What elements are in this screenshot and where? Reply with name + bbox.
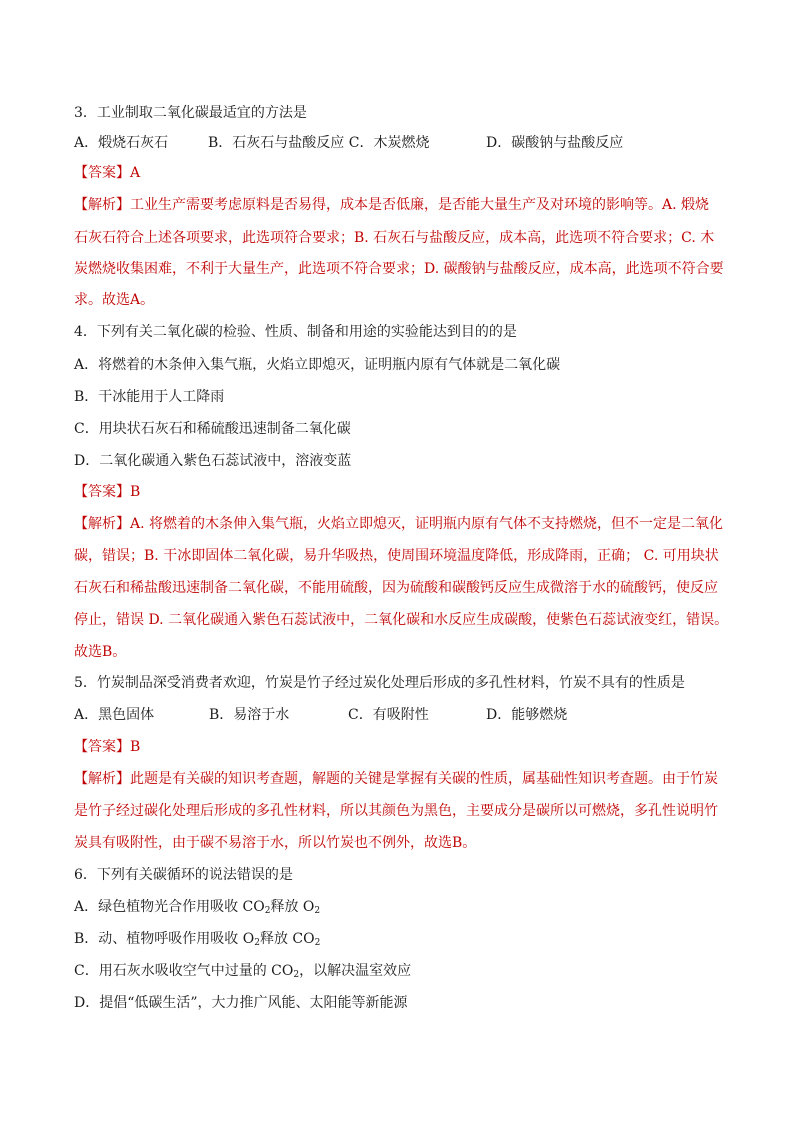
- q3-explanation-line-3: 炭燃烧收集困难，不利于大量生产，此选项不符合要求；D. 碳酸钠与盐酸反应，成本高，此选项不符合要: [74, 261, 724, 277]
- q3-explanation-line-2: 石灰石符合上述各项要求，此选项符合要求；B. 石灰石与盐酸反应，成本高，此选项不符合要求；C. 木: [74, 230, 715, 246]
- q5-explanation-line-2: 是竹子经过碳化处理后形成的多孔性材料，所以其颜色为黑色，主要成分是碳所以可燃烧，多孔性说明竹: [74, 803, 718, 819]
- q4-explanation-line-1: 【解析】A. 将燃着的木条伸入集气瓶，火焰立即熄灭，证明瓶内原有气体不支持燃烧，但不一定是二氧化: [74, 516, 724, 532]
- q4-explanation-line-5: 故选B。: [74, 644, 127, 660]
- q5-option-a: A．黑色固体: [74, 707, 155, 723]
- q5-option-b: B．易溶于水: [209, 707, 290, 723]
- q4-answer: 【答案】B: [74, 484, 141, 500]
- q3-options: [74, 133, 734, 153]
- q6-stem: 6．下列有关碳循环的说法错误的是: [74, 867, 293, 883]
- q3-option-bc: B．石灰石与盐酸反应 C．木炭燃烧: [208, 135, 430, 151]
- q4-explanation-tag: 【解析】: [74, 516, 130, 532]
- q6-option-a: A．绿色植物光合作用吸收 $CO_2$释放 $O_2$: [74, 899, 321, 916]
- q3-option-a: A．煅烧石灰石: [74, 135, 169, 151]
- q4-stem: 4．下列有关二氧化碳的检验、性质、制备和用途的实验能达到目的的是: [74, 324, 517, 340]
- q3-explanation-line-1: 【解析】工业生产需要考虑原料是否易得，成本是否低廉，是否能大量生产及对环境的影响等。A. 煅烧: [74, 197, 710, 213]
- q5-option-c: C．有吸附性: [348, 707, 429, 723]
- q5-option-d: D．能够燃烧: [486, 707, 568, 723]
- q3-option-d: D．碳酸钠与盐酸反应: [486, 135, 624, 151]
- q6-option-c: C．用石灰水吸收空气中过量的 $CO_2$，以解决温室效应: [74, 963, 412, 980]
- q5-answer: 【答案】B: [74, 739, 141, 755]
- q4-option-b: B．干冰能用于人工降雨: [74, 389, 225, 405]
- q5-explanation-line-3: 炭具有吸附性，由于碳不易溶于水，所以竹炭也不例外，故选B。: [74, 835, 477, 851]
- q4-option-a: A．将燃着的木条伸入集气瓶，火焰立即熄灭，证明瓶内原有气体就是二氧化碳: [74, 357, 561, 373]
- q4-explanation-line-2: 碳，错误；B. 干冰即固体二氧化碳，易升华吸热，使周围环境温度降低，形成降雨，正确； C. 可用块状: [74, 548, 719, 564]
- q4-option-c: C．用块状石灰石和稀硫酸迅速制备二氧化碳: [74, 421, 351, 437]
- q5-stem: 5．竹炭制品深受消费者欢迎，竹炭是竹子经过炭化处理后形成的多孔性材料，竹炭不具有的性质是: [74, 675, 685, 691]
- q6-option-b: B．动、植物呼吸作用吸收 $O_2$释放 $CO_2$: [74, 931, 321, 948]
- q6-option-d: D．提倡“低碳生活”，大力推广风能、太阳能等新能源: [74, 995, 408, 1011]
- q5-explanation-tag: 【解析】: [74, 771, 130, 787]
- q3-explanation-tag: 【解析】: [74, 197, 130, 213]
- q4-option-d: D．二氧化碳通入紫色石蕊试液中，溶液变蓝: [74, 453, 352, 469]
- q3-answer: 【答案】A: [74, 165, 141, 181]
- q5-explanation-line-1: 【解析】此题是有关碳的知识考查题，解题的关键是掌握有关碳的性质，属基础性知识考查题。由于竹炭: [74, 771, 718, 787]
- q5-options: [74, 705, 674, 725]
- q3-stem: 3．工业制取二氧化碳最适宜的方法是: [74, 105, 307, 121]
- q4-explanation-line-3: 石灰石和稀盐酸迅速制备二氧化碳，不能用硫酸，因为硫酸和碳酸钙反应生成微溶于水的硫酸钙，使反应: [74, 580, 718, 596]
- q3-explanation-line-4: 求。故选A。: [74, 292, 155, 308]
- q4-explanation-line-4: 停止，错误 D. 二氧化碳通入紫色石蕊试液中，二氧化碳和水反应生成碳酸，使紫色石蕊试液变红，错误。: [74, 612, 729, 628]
